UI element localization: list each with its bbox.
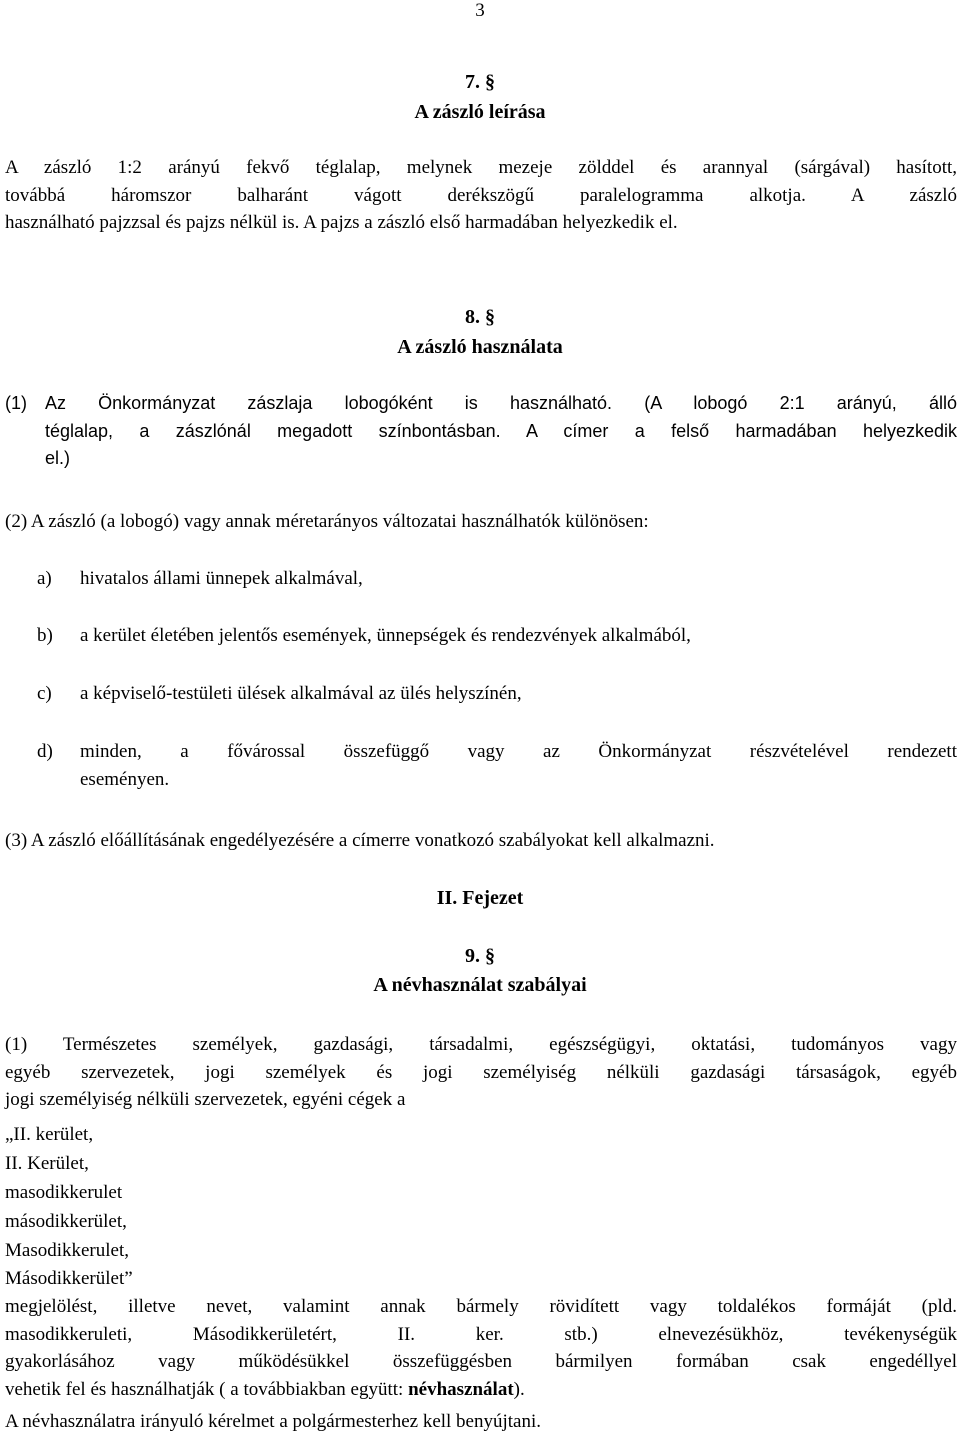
paragraph-text: vehetik fel és használhatják ( a továbbiakban együtt: [5,1378,409,1400]
section-9-paragraph-1 [5,1031,957,1114]
paragraph-line: (1) Természetes személyek, gazdasági, társadalmi, egészségügyi, oktatási, tudományos vagy [5,1034,957,1055]
section-9-title: A névhasználat szabályai [373,974,587,996]
paragraph-label: (1) [5,393,27,413]
section-9-paragraph-3: A névhasználatra irányuló kérelmet a polgármesterhez kell benyújtani. [5,1411,542,1432]
paragraph-line: továbbá háromszor balharánt vágott derékszögű paralelogramma alkotja. A zászló [5,184,957,206]
list-item-text: a kerület életében jelentős események, ünnepségek és rendezvények alkalmából, [80,625,691,646]
paragraph-line: masodikkeruleti, Másodikkerületért, II. ker. stb.) elnevezésükhöz, tevékenységük [5,1323,957,1345]
list-item-text: a képviselő-testületi ülések alkalmával az ülés helyszínén, [80,683,522,704]
section-9-number: 9. § [465,945,495,967]
paragraph-line: A zászló 1:2 arányú fekvő téglalap, melynek mezeje zölddel és arannyal (sárgával) hasított, [5,157,957,178]
paragraph-line: egyéb szervezetek, jogi személyek és jogi személyiség nélküli gazdasági társaságok, egyéb [5,1061,957,1083]
chapter-title: II. Fejezet [436,887,524,909]
paragraph-line: téglalap, a zászlónál megadott színbontásban. A címer a felső harmadában helyezkedik [45,420,957,441]
section-8-number: 8. § [465,306,495,328]
paragraph-line: Az Önkormányzat zászlaja lobogóként is használható. (A lobogó 2:1 arányú, álló [45,393,957,413]
section-8-paragraph-2: (2) A zászló (a lobogó) vagy annak méretarányos változatai használhatók különösen: [5,511,649,532]
list-item-label: b) [37,625,53,646]
section-7-paragraph [5,154,957,237]
list-item-text: eseményen. [80,768,170,790]
list-item-label: a) [37,568,52,589]
list-item-label: c) [37,683,52,704]
name-variant: II. Kerület, [5,1153,89,1174]
paragraph-text: ). [513,1378,525,1400]
list-item-text: hivatalos állami ünnepek alkalmával, [80,568,363,589]
page-number: 3 [475,0,485,21]
section-7-title: A zászló leírása [414,101,546,123]
name-variant: másodikkerület, [5,1211,127,1232]
name-variant: masodikkerulet [5,1182,123,1203]
section-7-number: 7. § [465,71,495,93]
paragraph-line: el.) [45,448,71,469]
section-9-paragraph-2 [5,1293,957,1403]
name-variant: Masodikkerulet, [5,1240,130,1261]
paragraph-line: használható pajzzsal és pajzs nélkül is. A pajzs a zászló első harmadában helyezkedik el. [5,212,678,234]
paragraph-line [5,1376,957,1404]
name-variant: Másodikkerület” [5,1268,133,1289]
bold-term: névhasználat [408,1378,514,1400]
section-8-paragraph-3: (3) A zászló előállításának engedélyezésére a címerre vonatkozó szabályokat kell alkalmazni. [5,830,715,851]
name-variant: „II. kerület, [5,1124,94,1145]
paragraph-line: gyakorlásához vagy működésükkel összefüggésben bármilyen formában csak engedéllyel [5,1351,957,1373]
paragraph-line: megjelölést, illetve nevet, valamint annak bármely rövidített vagy toldalékos formáját (pld. [5,1296,957,1317]
section-8-title: A zászló használata [397,336,563,358]
list-item-label: d) [37,741,53,762]
paragraph-line: jogi személyiség nélküli szervezetek, egyéni cégek a [5,1089,406,1111]
list-item-text: minden, a fővárossal összefüggő vagy az Önkormányzat részvételével rendezett [80,741,957,762]
